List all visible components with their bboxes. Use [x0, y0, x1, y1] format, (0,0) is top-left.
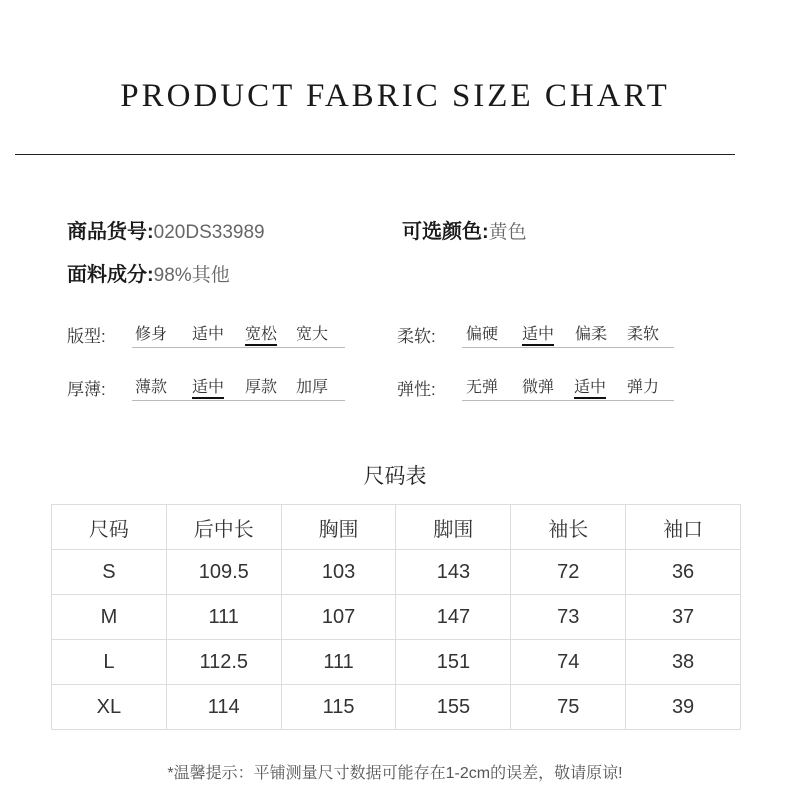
table-cell: 36	[626, 550, 741, 595]
softness-option: 偏硬	[466, 326, 499, 343]
table-row	[52, 595, 741, 640]
color-label: 可选颜色:	[402, 221, 489, 243]
item-number-value: 020DS33989	[153, 222, 265, 243]
thickness-option: 加厚	[296, 379, 329, 396]
table-cell: 107	[281, 595, 396, 640]
table-cell: 143	[396, 550, 511, 595]
fit-option: 修身	[135, 326, 168, 343]
fit-option: 宽大	[296, 326, 329, 343]
thickness-option: 薄款	[135, 379, 168, 396]
table-cell: 111	[166, 595, 281, 640]
table-cell: 109.5	[166, 550, 281, 595]
table-header-row	[52, 505, 741, 550]
elasticity-option: 适中	[574, 374, 606, 397]
color-value: 黄色	[488, 222, 527, 243]
softness-option: 偏柔	[575, 326, 608, 343]
header-back-length: 后中长	[166, 505, 281, 550]
fit-options	[132, 321, 345, 348]
size-table-title: 尺码表	[363, 465, 427, 488]
table-cell: 75	[511, 685, 626, 730]
header-sleeve-length: 袖长	[511, 505, 626, 550]
thickness-option: 厚款	[245, 379, 278, 396]
table-cell: 73	[511, 595, 626, 640]
table-cell: 74	[511, 640, 626, 685]
fit-option: 适中	[192, 326, 225, 343]
header-size: 尺码	[52, 505, 167, 550]
table-cell: 115	[281, 685, 396, 730]
table-cell: S	[52, 550, 167, 595]
softness-option: 柔软	[627, 326, 660, 343]
table-row	[52, 550, 741, 595]
measurement-note: *温馨提示：平铺测量尺寸数据可能存在1-2cm的误差，敬请原谅!	[167, 765, 623, 782]
elasticity-label: 弹性:	[397, 380, 436, 399]
table-cell: 147	[396, 595, 511, 640]
header-hem: 脚围	[396, 505, 511, 550]
fit-label: 版型:	[67, 327, 106, 346]
thickness-option: 适中	[192, 374, 224, 397]
table-cell: 39	[626, 685, 741, 730]
item-number-label: 商品货号:	[67, 221, 154, 243]
elasticity-option: 弹力	[627, 379, 660, 396]
table-cell: 155	[396, 685, 511, 730]
header-chest: 胸围	[281, 505, 396, 550]
size-table	[51, 504, 741, 730]
table-cell: XL	[52, 685, 167, 730]
softness-option: 适中	[522, 321, 554, 344]
fabric-value: 98%其他	[153, 265, 230, 286]
table-cell: L	[52, 640, 167, 685]
table-cell: 114	[166, 685, 281, 730]
table-cell: 151	[396, 640, 511, 685]
title-divider	[15, 154, 735, 155]
table-row	[52, 685, 741, 730]
table-cell: 112.5	[166, 640, 281, 685]
table-cell: 103	[281, 550, 396, 595]
available-color	[402, 215, 527, 244]
table-cell: 72	[511, 550, 626, 595]
table-cell: M	[52, 595, 167, 640]
elasticity-option: 微弹	[522, 379, 555, 396]
softness-options	[462, 321, 674, 348]
softness-label: 柔软:	[397, 327, 436, 346]
elasticity-option: 无弹	[466, 379, 499, 396]
header-cuff: 袖口	[626, 505, 741, 550]
thickness-label: 厚薄:	[67, 380, 106, 399]
table-cell: 38	[626, 640, 741, 685]
table-row	[52, 640, 741, 685]
table-cell: 111	[281, 640, 396, 685]
item-number	[67, 215, 265, 244]
fabric-label: 面料成分:	[67, 264, 154, 286]
thickness-options	[132, 374, 345, 401]
fit-option: 宽松	[245, 321, 277, 344]
page-title: PRODUCT FABRIC SIZE CHART	[120, 78, 670, 114]
table-cell: 37	[626, 595, 741, 640]
fabric-composition	[67, 258, 230, 287]
elasticity-options	[462, 374, 674, 401]
